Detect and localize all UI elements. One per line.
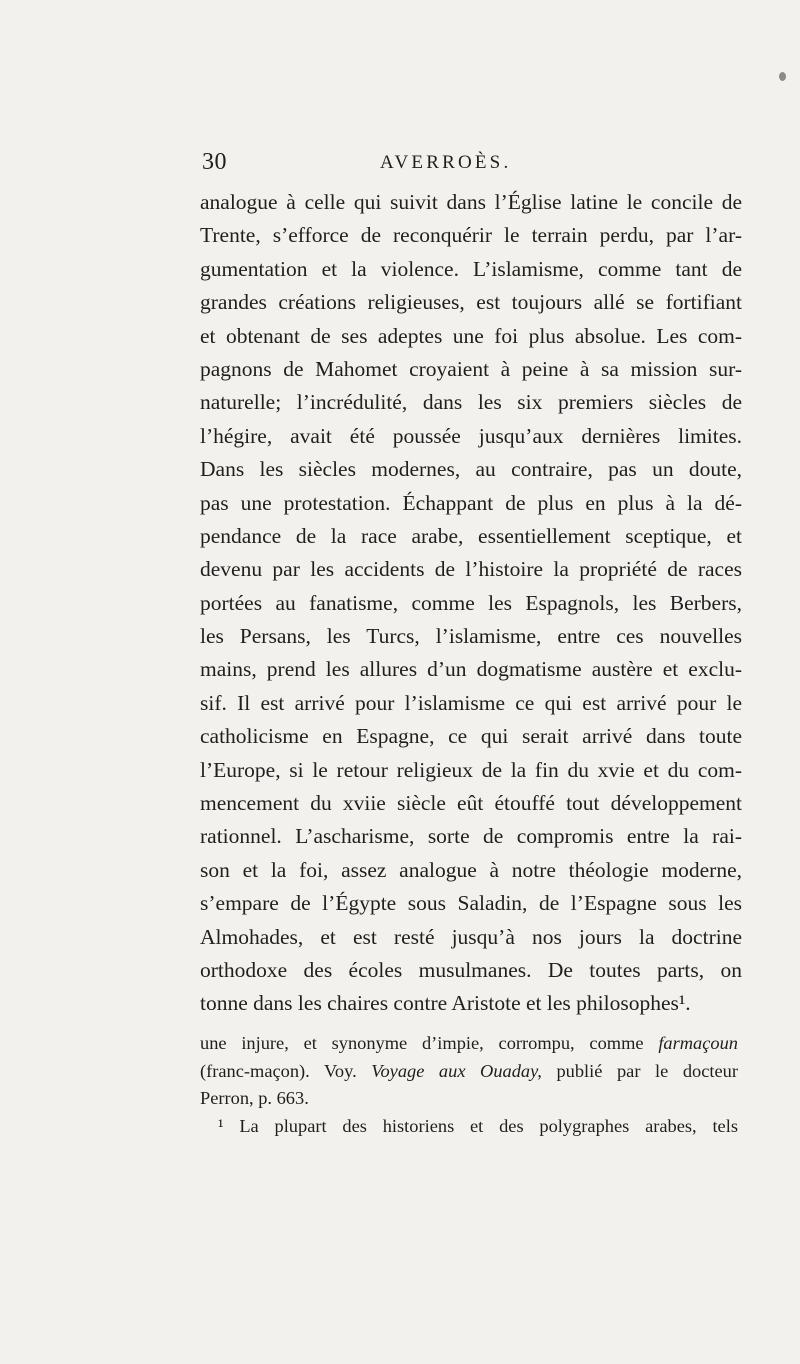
text-line: gumentation et la violence. L’islamisme, comme tant de (200, 256, 742, 281)
footnote-text: (franc-maçon). Voy. (200, 1060, 372, 1081)
text-line: sif. Il est arrivé pour l’islamisme ce qui est arrivé pour le (200, 690, 742, 715)
ink-speck (779, 72, 786, 81)
text-line: mains, prend les allures d’un dogmatisme austère et exclu- (200, 657, 742, 682)
footnote-italic-title: Voyage aux Ouaday, (371, 1060, 542, 1081)
text-line: portées au fanatisme, comme les Espagnols, les Berbers, (200, 590, 742, 615)
main-text (200, 186, 742, 1021)
text-line: pagnons de Mahomet croyaient à peine à sa mission sur- (200, 356, 742, 381)
footnote-text: publié par le docteur (541, 1060, 738, 1081)
footnote-italic-term: farmaçoun (658, 1033, 738, 1053)
running-title: AVERROÈS. (380, 152, 512, 173)
footnote-line (200, 1030, 738, 1058)
text-line: rationnel. L’ascharisme, sorte de compromis entre la rai- (200, 824, 742, 849)
text-line: mencement du xviie siècle eût étouffé tout développement (200, 791, 742, 816)
text-line: s’empare de l’Égypte sous Saladin, de l’Espagne sous les (200, 891, 742, 916)
text-line: pas une protestation. Échappant de plus en plus à la dé- (200, 490, 742, 515)
footnote-text: Perron, p. 663. (200, 1088, 309, 1108)
text-line: orthodoxe des écoles musulmanes. De toutes parts, on (200, 957, 742, 982)
text-line: naturelle; l’incrédulité, dans les six premiers siècles de (200, 390, 742, 415)
text-line: catholicisme en Espagne, ce qui serait arrivé dans toute (200, 724, 742, 749)
footnote-marker: ¹ (218, 1115, 224, 1136)
text-line: analogue à celle qui suivit dans l’Église latine le concile de (200, 190, 742, 214)
text-line: et obtenant de ses adeptes une foi plus absolue. Les com- (200, 323, 742, 348)
page-number: 30 (202, 149, 227, 175)
footnotes (200, 1030, 738, 1140)
text-line: l’hégire, avait été poussée jusqu’aux dernières limites. (200, 423, 742, 448)
footnote-text: une injure, et synonyme d’impie, corrompu, comme (200, 1033, 659, 1053)
text-line: pendance de la race arabe, essentiellement sceptique, et (200, 523, 742, 548)
text-line: son et la foi, assez analogue à notre théologie moderne, (200, 857, 742, 882)
footnote-line (200, 1058, 738, 1086)
footnote-text: La plupart des historiens et des polygraphes arabes, tels (223, 1115, 738, 1136)
text-line: devenu par les accidents de l’histoire la propriété de races (200, 557, 742, 582)
text-line: Almohades, et est resté jusqu’à nos jours la doctrine (200, 924, 742, 949)
text-line: Dans les siècles modernes, au contraire, pas un doute, (200, 457, 742, 482)
running-head (202, 147, 742, 177)
text-line: grandes créations religieuses, est toujours allé se fortifiant (200, 290, 742, 315)
text-line: tonne dans les chaires contre Aristote et les philosophes¹. (200, 991, 691, 1016)
footnote-line (200, 1113, 738, 1141)
text-line: les Persans, les Turcs, l’islamisme, entre ces nouvelles (200, 624, 742, 649)
footnote-line (200, 1085, 738, 1113)
text-line: l’Europe, si le retour religieux de la fin du xvie et du com- (200, 757, 742, 782)
text-line: Trente, s’efforce de reconquérir le terrain perdu, par l’ar- (200, 223, 742, 248)
